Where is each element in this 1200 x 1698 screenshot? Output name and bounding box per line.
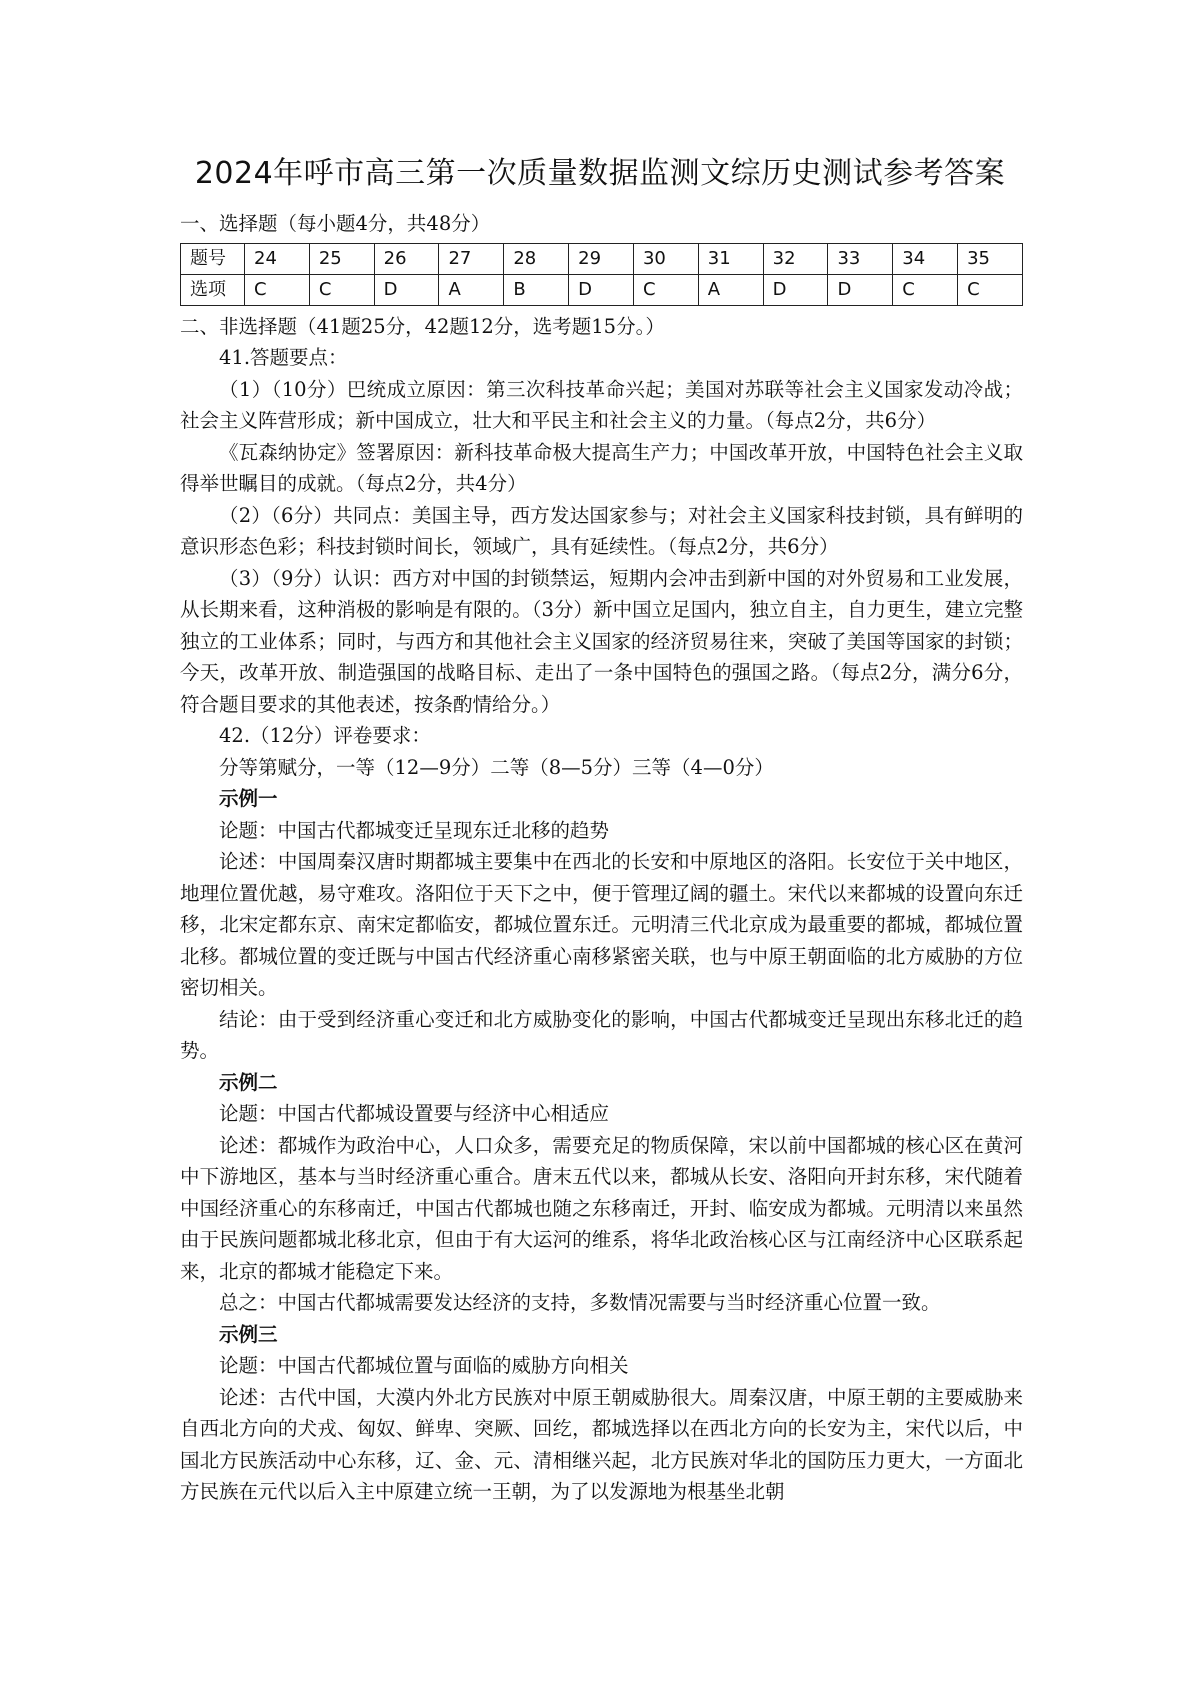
- example-1-conclusion: 结论：由于受到经济重心变迁和北方威胁变化的影响，中国古代都城变迁呈现出东移北迁的趋势。: [180, 1007, 1023, 1062]
- table-row-numbers: [181, 243, 1023, 274]
- example-3-topic: 论题：中国古代都城位置与面临的威胁方向相关: [219, 1354, 629, 1377]
- table-row-answers: [181, 274, 1023, 305]
- question-number-cell: 34: [893, 243, 958, 274]
- example-2-title: 示例二: [219, 1070, 278, 1094]
- question-number-cell: 30: [633, 243, 698, 274]
- question-number-cell: 26: [374, 243, 439, 274]
- document-title: 2024年呼市高三第一次质量数据监测文综历史测试参考答案: [194, 156, 1006, 191]
- table-row-label: 题号: [181, 243, 245, 274]
- q41-point-2: 《瓦森纳协定》签署原因：新科技革命极大提高生产力；中国改革开放，中国特色社会主义取得举世瞩目的成就。（每点2分，共4分）: [180, 440, 1023, 495]
- example-2-topic: 论题：中国古代都城设置要与经济中心相适应: [219, 1102, 610, 1125]
- example-3-title: 示例三: [219, 1322, 278, 1346]
- answer-table: [180, 243, 1023, 306]
- question-number-cell: 32: [763, 243, 828, 274]
- example-2-argument: 论述：都城作为政治中心，人口众多，需要充足的物质保障，宋以前中国都城的核心区在黄河中下游地区，基本与当时经济重心重合。唐末五代以来，都城从长安、洛阳向开封东移，宋代随着中国经济重心的东移南迁，中国古代都城也随之东移南迁，开封、临安成为都城。元明清以来虽然由于民族问题都城北移北京，但由于有大运河的维系，将华北政治核心区与江南经济中心区联系起来，北京的都城才能稳定下来。: [180, 1133, 1023, 1283]
- q42-grading: 分等第赋分，一等（12—9分）二等（8—5分）三等（4—0分）: [219, 755, 774, 779]
- example-3-argument: 论述：古代中国，大漠内外北方民族对中原王朝威胁很大。周秦汉唐，中原王朝的主要威胁来自西北方向的犬戎、匈奴、鲜卑、突厥、回纥，都城选择以在西北方向的长安为主，宋代以后，中国北方民族活动中心东移，辽、金、元、清相继兴起，北方民族对华北的国防压力更大，一方面北方民族在元代以后入主中原建立统一王朝，为了以发源地为根基坐北朝: [180, 1385, 1023, 1503]
- answer-cell: C: [893, 274, 958, 305]
- answer-cell: D: [569, 274, 634, 305]
- answer-cell: C: [958, 274, 1023, 305]
- question-number-cell: 31: [698, 243, 763, 274]
- answer-cell: C: [633, 274, 698, 305]
- q41-point-1: （1）（10分）巴统成立原因：第三次科技革命兴起；美国对苏联等社会主义国家发动冷战；社会主义阵营形成；新中国成立，壮大和平民主和社会主义的力量。（每点2分，共6分）: [180, 377, 1023, 432]
- q41-point-3: （2）（6分）共同点：美国主导，西方发达国家参与；对社会主义国家科技封锁，具有鲜明的意识形态色彩；科技封锁时间长，领域广，具有延续性。（每点2分，共6分）: [180, 503, 1023, 558]
- answer-cell: D: [374, 274, 439, 305]
- answer-cell: C: [309, 274, 374, 305]
- document-body: [180, 208, 1023, 1508]
- question-number-cell: 24: [245, 243, 310, 274]
- example-1-title: 示例一: [219, 787, 278, 810]
- question-number-cell: 33: [828, 243, 893, 274]
- question-number-cell: 29: [569, 243, 634, 274]
- question-number-cell: 27: [439, 243, 504, 274]
- example-1-topic: 论题：中国古代都城变迁呈现东迁北移的趋势: [219, 818, 610, 842]
- table-row-label: 选项: [181, 274, 245, 305]
- part2-heading: 二、非选择题（41题25分，42题12分，选考题15分。）: [180, 314, 665, 338]
- example-1-argument: 论述：中国周秦汉唐时期都城主要集中在西北的长安和中原地区的洛阳。长安位于关中地区，地理位置优越，易守难攻。洛阳位于天下之中，便于管理辽阔的疆土。宋代以来都城的设置向东迁移，北宋定都东京、南宋定都临安，都城位置东迁。元明清三代北京成为最重要的都城，都城位置北移。都城位置的变迁既与中国古代经济重心南移紧密关联，也与中原王朝面临的北方威胁的方位密切相关。: [180, 850, 1023, 999]
- answer-cell: D: [828, 274, 893, 305]
- part1-heading: 一、选择题（每小题4分，共48分）: [180, 212, 491, 235]
- question-number-cell: 28: [504, 243, 569, 274]
- example-2-conclusion: 总之：中国古代都城需要发达经济的支持，多数情况需要与当时经济重心位置一致。: [219, 1291, 941, 1314]
- q41-point-4: （3）（9分）认识：西方对中国的封锁禁运，短期内会冲击到新中国的对外贸易和工业发展，从长期来看，这种消极的影响是有限的。（3分）新中国立足国内，独立自主，自力更生，建立完整独立的工业体系；同时，与西方和其他社会主义国家的经济贸易往来，突破了美国等国家的封锁；今天，改革开放、制造强国的战略目标、走出了一条中国特色的强国之路。（每点2分，满分6分，符合题目要求的其他表述，按条酌情给分。）: [180, 566, 1023, 716]
- answer-cell: B: [504, 274, 569, 305]
- answer-cell: C: [245, 274, 310, 305]
- answer-cell: D: [763, 274, 828, 305]
- question-number-cell: 35: [958, 243, 1023, 274]
- answer-cell: A: [698, 274, 763, 305]
- answer-cell: A: [439, 274, 504, 305]
- q41-label: 41.答题要点：: [219, 346, 348, 369]
- q42-label: 42.（12分）评卷要求：: [219, 724, 431, 747]
- question-number-cell: 25: [309, 243, 374, 274]
